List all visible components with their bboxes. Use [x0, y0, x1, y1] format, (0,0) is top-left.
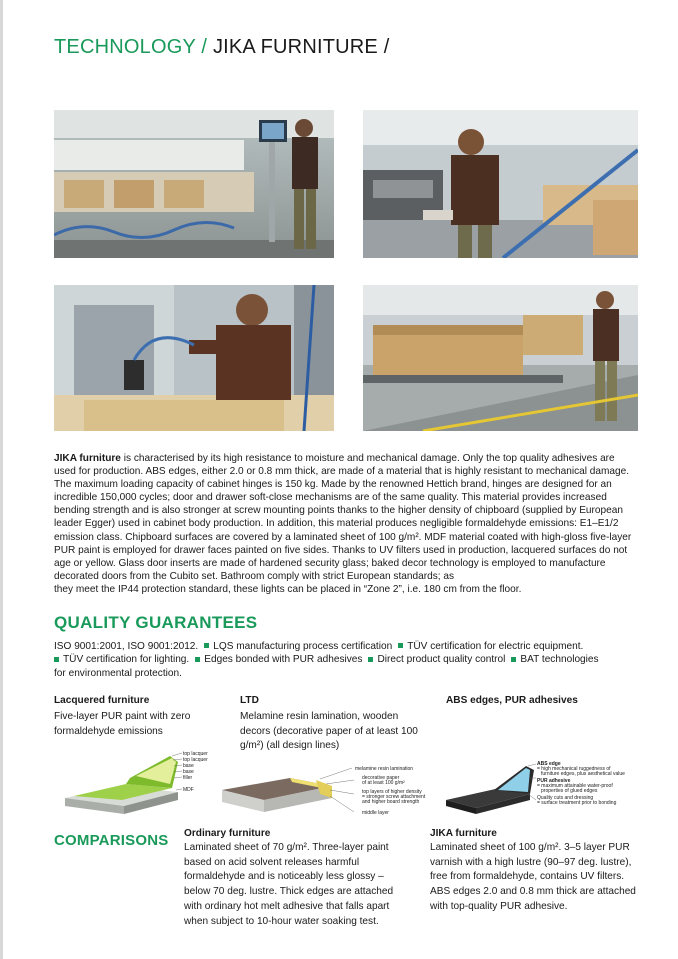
photo-glue-gun: [54, 285, 334, 431]
quality-tail: for environmental protection.: [54, 667, 182, 679]
quality-iso: ISO 9001:2001, ISO 9001:2012.: [54, 641, 199, 652]
page-edge-rule: [0, 0, 3, 959]
quality-item: TÜV certification for lighting.: [63, 654, 190, 666]
photo-edging-machine: [363, 110, 638, 258]
intro-lead: JIKA furniture: [54, 453, 121, 464]
diagram-label: = high mechanical ruggedness of: [537, 766, 611, 772]
ltd-board-diagram: [220, 762, 430, 824]
diagram-label: base: [183, 769, 194, 775]
bullet-square-icon: [511, 657, 516, 662]
intro-last-line: they meet the IP44 protection standard, these lights can be placed in “Zone 2”, i.e. 180 cm from the floor.: [54, 583, 522, 595]
ordinary-text: Laminated sheet of 70 g/m². Three-layer paint based on acid solvent releases harmful formaldehyde and is noticeably less glossy – below 70 deg. lustre. Thick edges are attached with ordinary hot melt adhesive that falls apart when subject to 10-hour water soaking test.: [184, 842, 394, 927]
abs-title: ABS edges, PUR adhesives: [446, 695, 578, 706]
diagram-label: and higher board strength: [362, 799, 420, 805]
header-section: TECHNOLOGY /: [54, 36, 213, 58]
ltd-desc: Melamine resin lamination, wooden decors (decorative paper of at least 100 g/m²) (all design lines): [240, 711, 418, 751]
quality-item: BAT technologies: [520, 654, 599, 666]
diagram-label: top layers of higher density: [362, 789, 422, 795]
diagram-label: top lacquer: [183, 751, 208, 757]
lacquered-title: Lacquered furniture: [54, 695, 150, 706]
diagram-label: middle layer: [362, 810, 389, 816]
bullet-square-icon: [54, 657, 59, 662]
bullet-square-icon: [398, 643, 403, 648]
quality-list: [54, 640, 639, 680]
diagram-label: Quality cuts and dressing: [537, 795, 594, 801]
quality-title: QUALITY GUARANTEES: [54, 613, 258, 632]
diagram-label: PUR adhesive: [537, 778, 571, 784]
diagram-label: properties of glued edges: [541, 788, 598, 794]
ordinary-title: Ordinary furniture: [184, 828, 271, 839]
jika-text: Laminated sheet of 100 g/m². 3–5 layer PUR varnish with a high lustre (90–97 deg. lustre), free from formaldehyde, contains UV filters. ABS edges 2.0 and 0.8 mm thick are attached with top-quality PUR adhesive.: [430, 842, 636, 912]
diagram-label: of at least 100 g/m²: [362, 780, 405, 786]
diagram-label: ABS edge: [537, 761, 561, 767]
lacquer-layers-diagram: [60, 748, 210, 820]
diagram-label: = surface treatment prior to bonding: [537, 800, 617, 806]
bullet-square-icon: [195, 657, 200, 662]
quality-item: TÜV certification for electric equipment.: [407, 641, 584, 652]
diagram-label: furniture edges, plus aesthetical value: [541, 771, 625, 777]
photo-assembly-line: [54, 110, 334, 258]
bullet-square-icon: [204, 643, 209, 648]
bullet-square-icon: [368, 657, 373, 662]
ltd-title: LTD: [240, 695, 259, 706]
diagram-label: decorative paper: [362, 775, 400, 781]
diagram-label: filler: [183, 775, 193, 781]
intro-paragraph: [54, 452, 639, 596]
diagram-label: MDF: [183, 787, 194, 793]
quality-item: Edges bonded with PUR adhesives: [204, 654, 363, 666]
page-header: [54, 36, 390, 59]
diagram-label: = stronger screw attachment: [362, 794, 426, 800]
diagram-label: top lacquer: [183, 757, 208, 763]
intro-text: is characterised by its high resistance to moisture and mechanical damage. Only the top quality adhesives are used for production. ABS edges, either 2.0 or 0.8 mm thick, are made of a material that is highly resistant to mechanical damage. The maximum loading capacity of cabinet hinges is 150 kg. Made by the renowned Hettich brand, hinges are designed for an incredible 150,000 cycles; door and drawer soft-close mechanisms are of the same quality. This material provides increased bending strength and is also stronger at screw mounting points thanks to the higher density of chipboard (supplied by European leader Egger) used in cabinet body production. In addition, this material produces negligible formaldehyde emissions: E1–E1/2 emission class. Chipboard surfaces are covered by a laminated sheet of 100 g/m². MDF material coated with high-gloss five-layer PUR paint is employed for drawer faces painted on five sides. Thanks to UV filters used in production, lacquered surfaces do not age or yellow. Glass door inserts are made of hardened security glass; baked decor technology is employed to manufacture decorated doors from the Cubito set. Bathroom comply with strict European standards; as: [54, 453, 632, 582]
photo-packaging-line: [363, 285, 638, 431]
diagram-label: melamine resin lamination: [355, 766, 414, 772]
quality-item: LQS manufacturing process certification: [213, 641, 393, 652]
quality-item: Direct product quality control: [377, 654, 506, 666]
diagram-label: = maximum attainable water-proof: [537, 783, 613, 789]
abs-edge-diagram: [440, 760, 640, 822]
jika-title: JIKA furniture: [430, 828, 497, 839]
diagram-label: base: [183, 763, 194, 769]
lacquered-desc: Five-layer PUR paint with zero formaldehyde emissions: [54, 711, 191, 737]
comparisons-title: COMPARISONS: [54, 832, 169, 849]
header-title: JIKA FURNITURE /: [212, 36, 390, 58]
